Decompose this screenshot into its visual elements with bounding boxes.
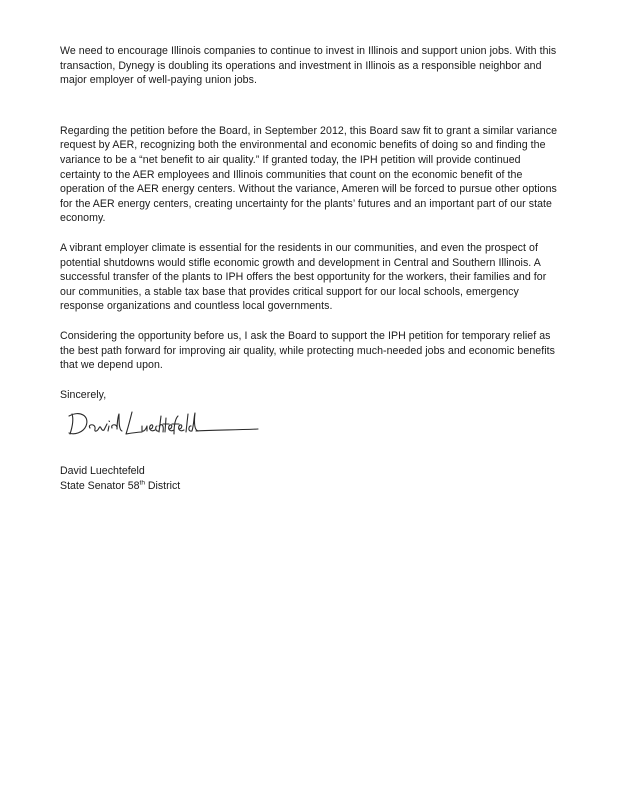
signer-title-ordinal: th <box>139 479 145 487</box>
handwritten-signature <box>66 404 266 440</box>
paragraph-request: Considering the opportunity before us, I ask the Board to support the IPH petition for temporary relief as the best path forward for improving air quality, while protecting much-needed jobs and economic benefits that we depend upon. <box>60 329 555 372</box>
paragraph-union-jobs: We need to encourage Illinois companies to continue to invest in Illinois and support union jobs. With this transaction, Dynegy is doubling its operations and investment in Illinois as a responsible neighbor and major employer of well-paying union jobs. <box>60 45 557 87</box>
letter-body <box>60 44 560 402</box>
signer-title <box>60 479 180 494</box>
paragraph-employer-climate: A vibrant employer climate is essential for the residents in our communities, and even the prospect of potential shutdowns would stifle economic growth and development in Central and Southern Illinois. A successful transfer of the plants to IPH offers the best opportunity for the workers, their families and for our communities, a stable tax base that provides critical support for our local schools, emergency response organizations and countless local governments. <box>60 241 547 313</box>
closing-salutation: Sincerely, <box>60 388 107 401</box>
signer-name: David Luechtefeld <box>60 465 145 477</box>
signature-block <box>60 464 180 493</box>
paragraph-petition: Regarding the petition before the Board, in September 2012, this Board saw fit to grant a similar variance request by AER, recognizing both the environmental and economic benefits of doing so and finding the variance to be a “net benefit to air quality.” If granted today, the IPH petition will provide continued certainty to the AER employees and Illinois communities that count on the economic benefit of the operation of the AER energy centers. Without the variance, Ameren will be forced to pursue other options for the AER energy centers, creating uncertainty for the plants’ futures and an important part of our state economy. <box>60 124 558 225</box>
signer-title-prefix: State Senator 58 <box>60 479 140 492</box>
signer-title-suffix: District <box>144 479 181 492</box>
